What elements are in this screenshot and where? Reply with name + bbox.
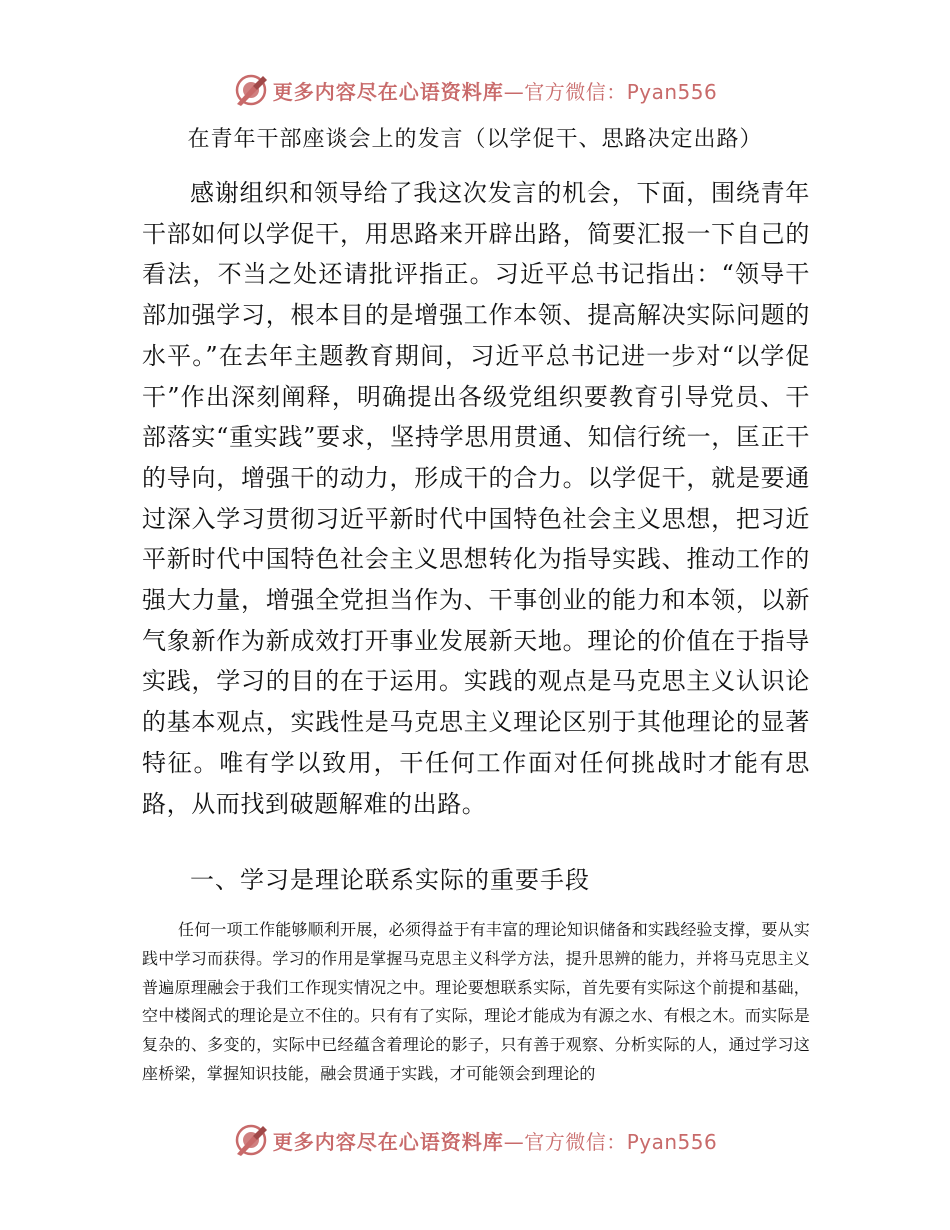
watermark-main-text: 更多内容尽在心语资料库 bbox=[272, 79, 504, 104]
watermark-banner-top bbox=[0, 70, 950, 110]
document-title: 在青年干部座谈会上的发言（以学促干、思路决定出路） bbox=[187, 127, 763, 152]
watermark-contact-text: —官方微信：Pyan556 bbox=[503, 1129, 718, 1154]
pen-logo-icon bbox=[233, 72, 269, 108]
section-1-paragraph: 任何一项工作能够顺利开展，必须得益于有丰富的理论知识储备和实践经验支撑，要从实践中学习而获得。学习的作用是掌握马克思主义科学方法，提升思辨的能力，并将马克思主义普遍原理融会于我们工作现实情况之中。理论要想联系实际，首先要有实际这个前提和基础，空中楼阁式的理论是立不住的。只有有了实际，理论才能成为有源之水、有根之木。而实际是复杂的、多变的，实际中已经蕴含着理论的影子，只有善于观察、分析实际的人，通过学习这座桥梁，掌握知识技能，融会贯通于实践，才可能领会到理论的 bbox=[142, 920, 810, 1083]
watermark-banner-bottom bbox=[0, 1120, 950, 1160]
section-1-heading: 一、学习是理论联系实际的重要手段 bbox=[190, 866, 590, 894]
watermark-contact-text: —官方微信：Pyan556 bbox=[503, 79, 718, 104]
intro-paragraph: 感谢组织和领导给了我这次发言的机会，下面，围绕青年干部如何以学促干，用思路来开辟出路，简要汇报一下自己的看法，不当之处还请批评指正。习近平总书记指出：“领导干部加强学习，根本目的是增强工作本领、提高解决实际问题的水平。”在去年主题教育期间，习近平总书记进一步对“以学促干”作出深刻阐释，明确提出各级党组织要教育引导党员、干部落实“重实践”要求，坚持学思用贯通、知信行统一，匡正干的导向，增强干的动力，形成干的合力。以学促干，就是要通过深入学习贯彻习近平新时代中国特色社会主义思想，把习近平新时代中国特色社会主义思想转化为指导实践、推动工作的强大力量，增强全党担当作为、干事创业的能力和本领，以新气象新作为新成效打开事业发展新天地。理论的价值在于指导实践，学习的目的在于运用。实践的观点是马克思主义认识论的基本观点，实践性是马克思主义理论区别于其他理论的显著特征。唯有学以致用，干任何工作面对任何挑战时才能有思路，从而找到破题解难的出路。 bbox=[142, 179, 810, 818]
watermark-main-text: 更多内容尽在心语资料库 bbox=[272, 1129, 504, 1154]
pen-logo-icon bbox=[233, 1122, 269, 1158]
